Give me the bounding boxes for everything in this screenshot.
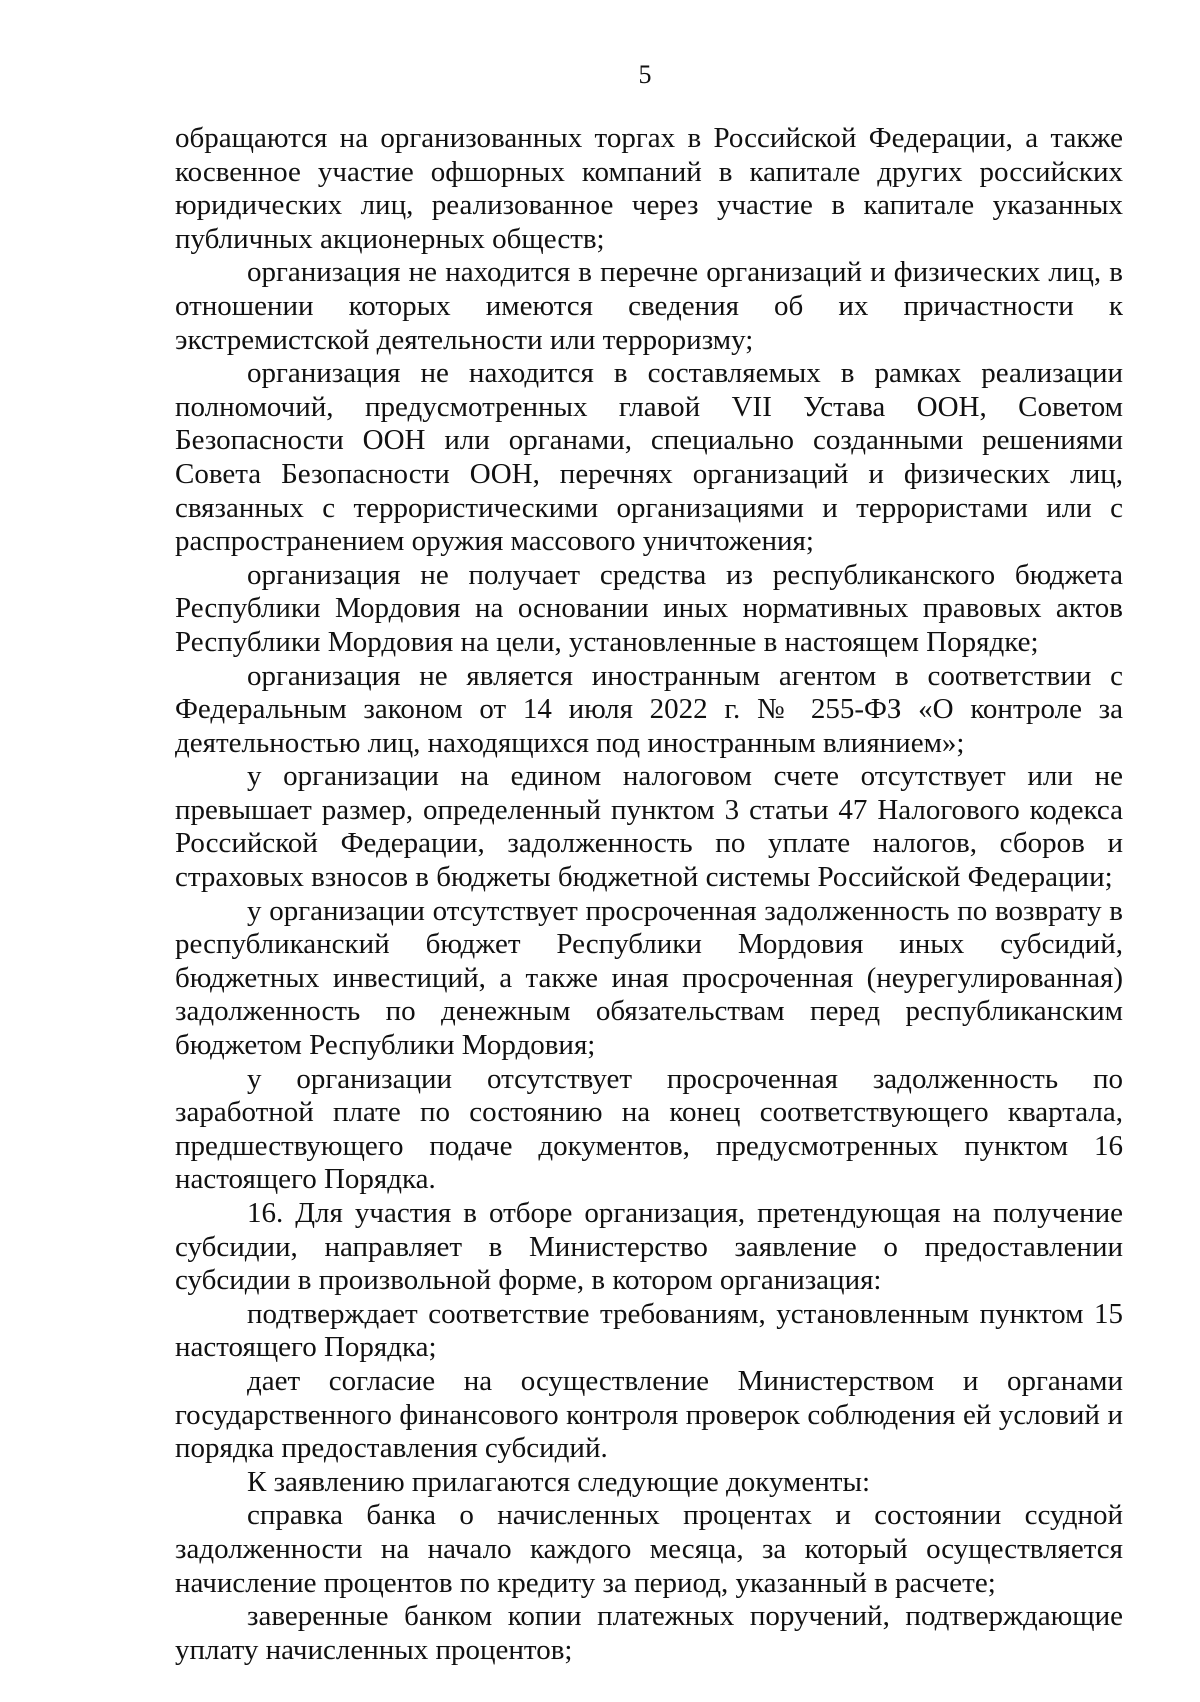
paragraph-bank-statement: справка банка о начисленных процентах и состоянии ссудной задолженности на начало каждого месяца, за который осуществляется начисление процентов по кредиту за период, указанный в расчете; [175,1499,1123,1599]
paragraph-payment-orders: заверенные банком копии платежных поручений, подтверждающие уплату начисленных процентов; [175,1600,1123,1666]
paragraph-confirms-requirements: подтверждает соответствие требованиям, установленным пунктом 15 настоящего Порядка; [175,1297,1123,1364]
document-body [175,122,1123,1667]
paragraph-attachments-heading: К заявлению прилагаются следующие документы: [247,1465,871,1498]
paragraph-un-sanctions: организация не находится в составляемых в рамках реализации полномочий, предусмотренных главой VII Устава ООН, Советом Безопасности ООН или органами, специально созданными решениями Совета Безопасности ООН, перечнях организаций и физических лиц, связанных с террористическими организациями и террористами или с распространением оружия массового уничтожения; [175,357,1123,558]
paragraph-budget-funds: организация не получает средства из республиканского бюджета Республики Мордовия на основании иных нормативных правовых актов Республики Мордовия на цели, установленные в настоящем Порядке; [175,558,1123,658]
page-number: 5 [638,60,652,89]
paragraph-overdue-debt: у организации отсутствует просроченная задолженность по возврату в республиканский бюджет Республики Мордовия иных субсидий, бюджетных инвестиций, а также иная просроченная (неурегулированная) задолженность по денежным обязательствам перед республиканским бюджетом Республики Мордовия; [175,894,1123,1062]
paragraph-tax-debt: у организации на едином налоговом счете отсутствует или не превышает размер, определенный пунктом 3 статьи 47 Налогового кодекса Российской Федерации, задолженность по уплате налогов, сборов и страховых взносов в бюджеты бюджетной системы Российской Федерации; [175,760,1123,894]
paragraph-extremism-list: организация не находится в перечне организаций и физических лиц, в отношении которых имеются сведения об их причастности к экстремистской деятельности или терроризму; [175,256,1123,356]
paragraph-foreign-agent: организация не является иностранным агентом в соответствии с Федеральным законом от 14 июля 2022 г. № 255-ФЗ «О контроле за деятельностью лиц, находящихся под иностранным влиянием»; [175,659,1123,759]
paragraph-section-16: 16. Для участия в отборе организация, претендующая на получение субсидии, направляет в Министерство заявление о предоставлении субсидии в произвольной форме, в котором организация: [175,1197,1123,1297]
paragraph-wage-debt: у организации отсутствует просроченная задолженность по заработной плате по состоянию на конец соответствующего квартала, предшествующего подаче документов, предусмотренных пунктом 16 настоящего Порядка. [175,1062,1123,1196]
paragraph-continuation: обращаются на организованных торгах в Российской Федерации, а также косвенное участие офшорных компаний в капитале других российских юридических лиц, реализованное через участие в капитале указанных публичных акционерных обществ; [175,122,1123,255]
paragraph-consent: дает согласие на осуществление Министерством и органами государственного финансового контроля проверок соблюдения ей условий и порядка предоставления субсидий. [175,1364,1123,1465]
